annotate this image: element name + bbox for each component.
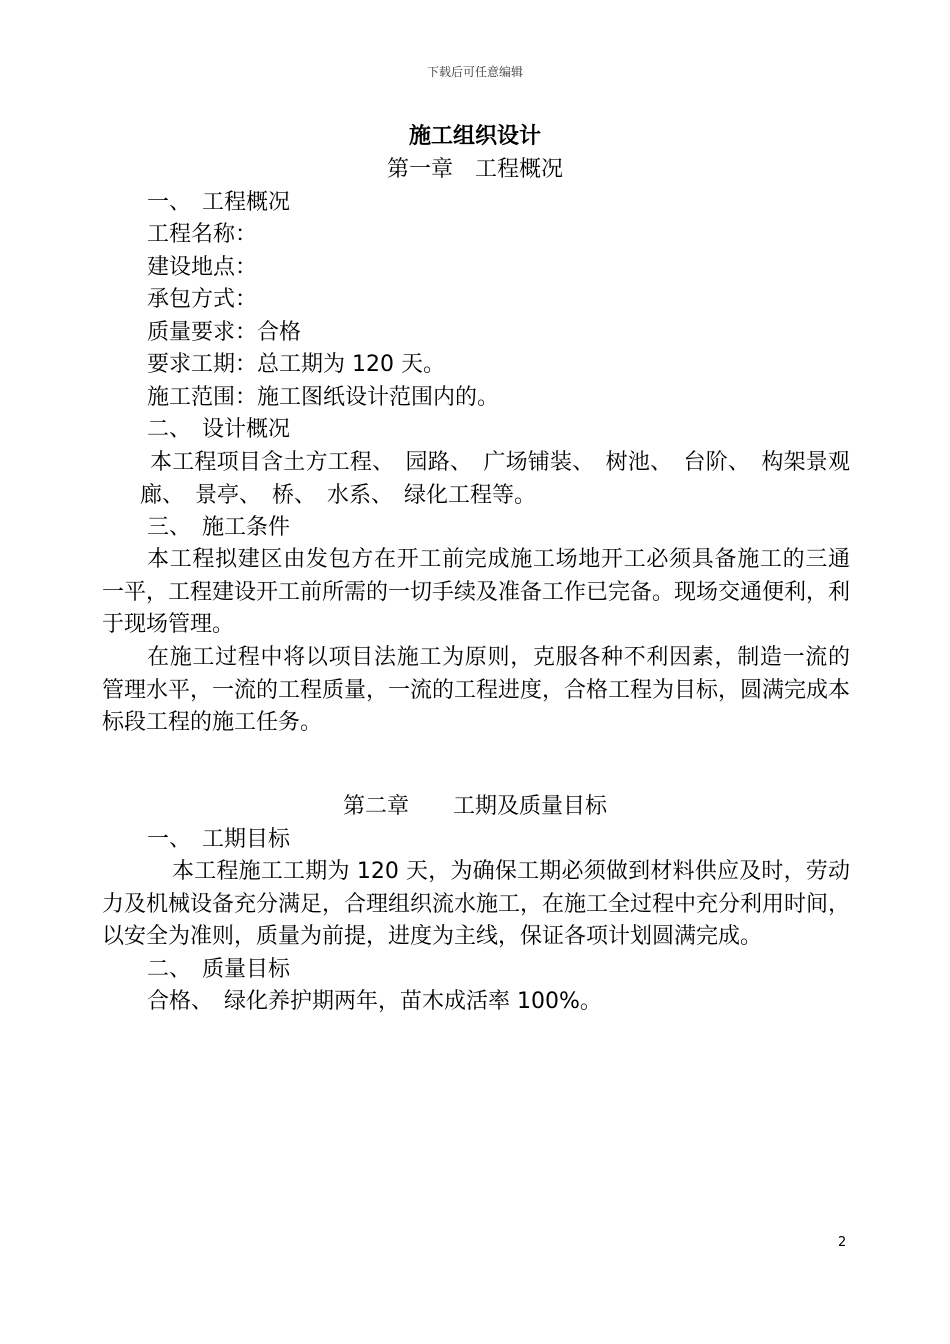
quality-target-text: 合格、 绿化养护期两年，苗木成活率 100%。 [147, 989, 602, 1014]
chapter1-section2-heading: 二、 设计概况 [147, 417, 291, 442]
field-contract-mode: 承包方式： [147, 287, 258, 312]
field-project-name: 工程名称： [147, 222, 258, 247]
conditions-paragraph-1: 本工程拟建区由发包方在开工前完成施工场地开工必须具备施工的三通一平，工程建设开工前所需的一切手续及准备工作已完备。现场交通便利，利于现场管理。 [102, 547, 851, 637]
chapter1-section3-heading: 三、 施工条件 [147, 515, 291, 540]
chapter2-section1-heading: 一、 工期目标 [147, 827, 291, 852]
field-quality: 质量要求：合格 [147, 320, 302, 345]
page-number: 2 [838, 1235, 847, 1250]
chapter2-heading: 第二章 工期及质量目标 [342, 794, 607, 819]
page-header: 下载后可任意编辑 [426, 65, 523, 79]
chapter2-section2-heading: 二、 质量目标 [147, 957, 291, 982]
design-overview-paragraph: 本工程项目含土方工程、 园路、 广场铺装、 树池、 台阶、 构架景观廊、 景亭、 桥、 水系、 绿化工程等。 [140, 450, 850, 508]
field-period: 要求工期：总工期为 120 天。 [147, 352, 445, 377]
field-scope: 施工范围：施工图纸设计范围内的。 [147, 385, 500, 410]
chapter1-heading: 第一章 工程概况 [386, 157, 563, 182]
chapter1-section1-heading: 一、 工程概况 [147, 190, 291, 215]
schedule-target-paragraph: 本工程施工工期为 120 天，为确保工期必须做到材料供应及时，劳动力及机械设备充分满足，合理组织流水施工，在施工全过程中充分利用时间，以安全为准则，质量为前提，进度为主线，保证各项计划圆满完成。 [102, 859, 851, 949]
document-title: 施工组织设计 [408, 124, 541, 149]
conditions-paragraph-2: 在施工过程中将以项目法施工为原则，克服各种不利因素，制造一流的管理水平，一流的工程质量，一流的工程进度，合格工程为目标，圆满完成本标段工程的施工任务。 [102, 645, 851, 735]
field-location: 建设地点： [147, 255, 258, 280]
